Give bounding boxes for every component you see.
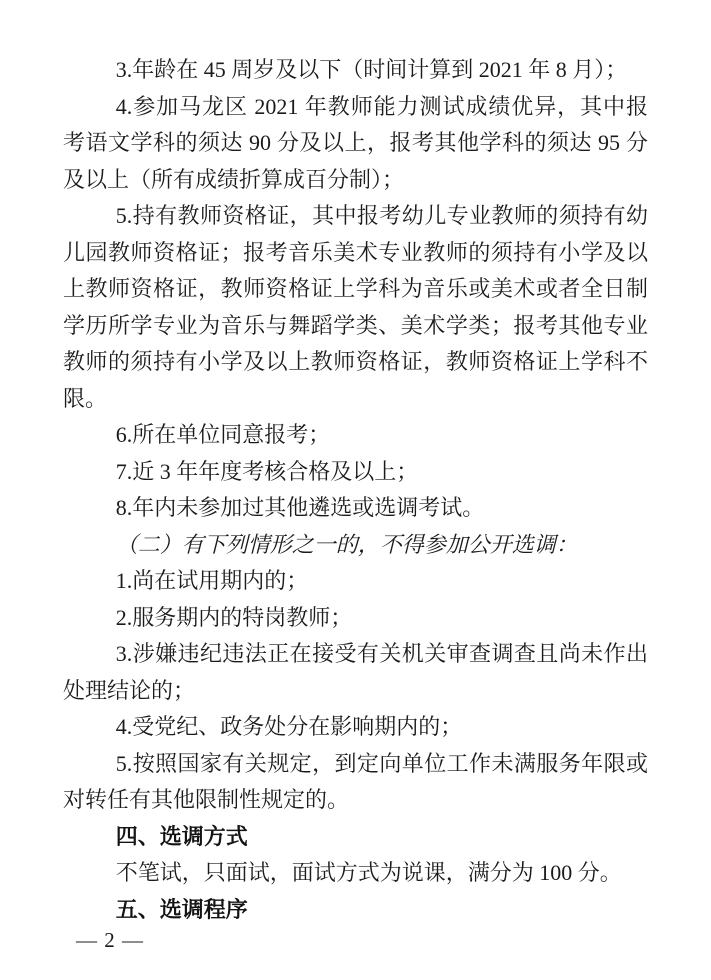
paragraph: 6.所在单位同意报考；	[115, 422, 331, 447]
section-heading: 五、选调程序	[115, 896, 248, 922]
paragraph: 2.服务期内的特岗教师；	[115, 604, 353, 630]
paragraph: 8.年内未参加过其他遴选或选调考试。	[115, 495, 485, 520]
document-body	[63, 52, 648, 928]
page-footer	[76, 928, 144, 953]
paragraph: 3.年龄在 45 周岁及以下（时间计算到 2021 年 8 月）；	[115, 57, 628, 82]
paragraph: 3.涉嫌违纪违法正在接受有关机关审查调查且尚未作出处理结论的；	[63, 641, 648, 703]
page-number: — 2 —	[76, 928, 144, 952]
paragraph: 不笔试，只面试，面试方式为说课，满分为 100 分。	[115, 860, 622, 885]
paragraph: 1.尚在试用期内的；	[115, 568, 309, 593]
subsection-heading: （二）有下列情形之一的，不得参加公开选调：	[115, 531, 578, 557]
paragraph: 5.持有教师资格证，其中报考幼儿专业教师的须持有幼儿园教师资格证；报考音乐美术专业教师的须持有小学及以上教师资格证，教师资格证上学科为音乐或美术或者全日制学历所学专业为音乐与舞蹈学类、美术学类；报考其他专业教师的须持有小学及以上教师资格证，教师资格证上学科不限。	[63, 203, 648, 411]
section-heading: 四、选调方式	[115, 823, 248, 849]
paragraph: 4.受党纪、政务处分在影响期内的；	[115, 714, 463, 739]
paragraph: 5.按照国家有关规定，到定向单位工作未满服务年限或对转任有其他限制性规定的。	[63, 750, 648, 812]
paragraph: 7.近 3 年年度考核合格及以上；	[115, 458, 419, 484]
paragraph: 4.参加马龙区 2021 年教师能力测试成绩优异，其中报考语文学科的须达 90 分及以上，报考其他学科的须达 95 分及以上（所有成绩折算成百分制）；	[63, 93, 648, 192]
